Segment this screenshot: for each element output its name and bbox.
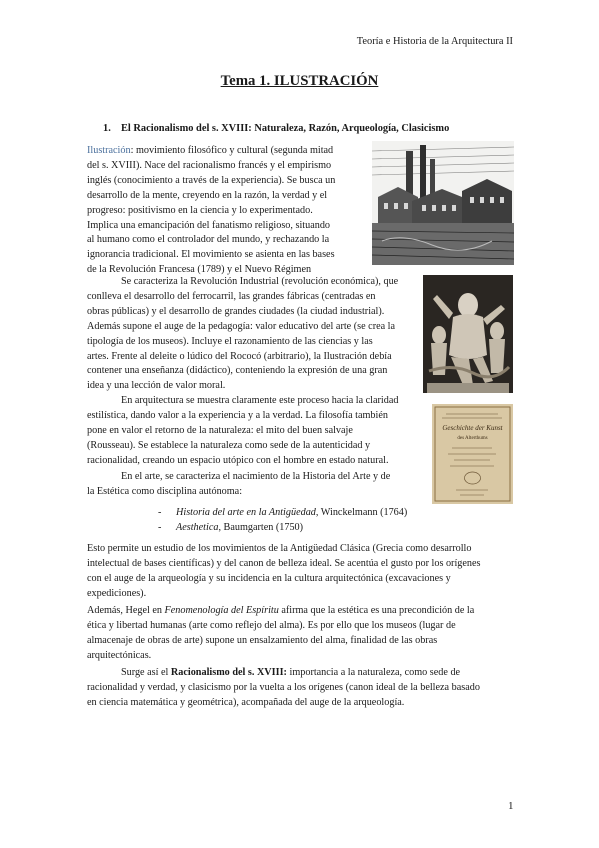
text-line: expediciones). [87,587,147,599]
text-line: racionalidad y verdad, y clasicismo por la vuelta a los orígenes (canon ideal de la belleza basado [87,681,480,693]
book-author: , Baumgarten (1750) [218,522,304,533]
section-heading [103,123,449,134]
text-line: con el auge de la arqueología y su incidencia en la cultura arquitectónica (excavaciones y [87,572,451,584]
text-line: En el arte, se caracteriza el nacimiento de la Historia del Arte y de [121,471,391,482]
text-line: contener una enseñanza (didáctico), conteniendo la expresión de una gran [87,365,388,377]
text-line: inglés (conocimiento a través de la experiencia). Se busca un [87,174,336,186]
book-title: Historia del arte en la Antigüedad [176,507,316,518]
running-header: Teoría e Historia de la Arquitectura II [356,36,513,47]
laocoon-sculpture-image [423,275,513,393]
text-line: almacenaje de obras de arte) supone un ensalzamiento del alma, finalidad de las obras [87,634,438,646]
book-cover-title: Geschichte der Kunst [442,424,503,432]
text-line: pone en valor el retorno de la naturaleza: el mito del buen salvaje [87,424,353,436]
text-line: de la Revolución Francesa (1789) y el Nuevo Régimen [87,264,312,276]
paragraph-antiguedad [87,542,480,602]
text-line: importancia a la naturaleza, como sede de [286,667,461,678]
text-line: Surge así el [121,667,171,678]
text-line: : movimiento filosófico y cultural (segunda mitad [130,145,334,156]
key-term: Racionalismo del s. XVIII: [170,667,287,678]
page-number: 1 [508,800,514,812]
text-line: en ciencia matemática y geométrica), acompañada del auge de la arqueología. [87,696,405,708]
page-title: Tema 1. ILUSTRACIÓN [220,73,379,89]
text-line: desarrollo de la mente, creyendo en la razón, la verdad y el [87,189,328,201]
text-line: ignorancia tradicional. El movimiento se asienta en las bases [87,249,335,261]
text-line: progreso: positivismo en la ciencia y lo experimentado. [87,204,313,216]
text-line: Además supone el auge de la pedagogía: valor educativo del arte (se crea la [87,320,396,332]
text-line: idea y una lección de valor moral. [87,380,226,392]
list-dash: - [158,522,162,533]
text-line: Se caracteriza la Revolución Industrial (revolución económica), que [121,276,399,287]
text-line: ética y libertad humanas (arte como reflejo del alma). Es por ello que los museos (lugar de [87,619,456,631]
list-dash: - [158,507,162,518]
factory-engraving-image [372,141,514,265]
work-title: Fenomenología del Espíritu [164,605,279,616]
text-line: tipología de los museos). Incluye el razonamiento de las ciencias y las [87,335,373,347]
text-line: al humano como el controlador del mundo, y rechazando la [87,234,330,246]
text-line: Esto permite un estudio de los movimientos de la Antigüedad Clásica (Grecia como desarrollo [87,543,472,554]
paragraph-ilustracion [87,144,335,278]
text-line: afirma que la estética es una precondición de la [278,605,475,616]
paragraph-arte [87,470,390,500]
text-line: la Estética como disciplina autónoma: [87,485,243,497]
book-cover-subtitle: des Alterthums [457,436,488,441]
section-title: El Racionalismo del s. XVIII: Naturaleza, Razón, Arqueología, Clasicismo [121,123,450,134]
text-line: conlleva el desarrollo del ferrocarril, las grandes fábricas (centradas en [87,290,376,302]
text-line: Implica una emancipación del fanatismo religioso, situando [87,219,331,231]
section-number: 1. [103,123,111,134]
text-line: artes. Frente al deleite o lúdico del Rococó (arbitrario), la Ilustración debía [87,350,392,362]
list-item [158,505,407,520]
text-line: del s. XVIII). Nace del racionalismo francés y el empirismo [87,159,332,171]
text-line: obras públicas) y el desarrollo de grandes ciudades (la ciudad industrial). [87,305,385,317]
text-line: (Rousseau). Se establece la naturaleza como sede de la autenticidad y [87,439,371,451]
paragraph-revolucion-industrial [87,275,398,394]
text-line: estilística, dando valor a la experiencia y a la verdad. La filosofía también [87,409,388,421]
book-author: , Winckelmann (1764) [315,507,408,518]
text-line: arquitectónicas. [87,649,152,661]
paragraph-arquitectura [87,394,398,469]
text-line: Además, Hegel en [87,605,165,616]
term-ilustracion: Ilustración [87,145,131,156]
paragraph-racionalismo [87,666,480,711]
list-item [158,520,303,535]
book-title: Aesthetica [176,522,219,533]
text-line: intelectual de bases científicas) y del canon de belleza ideal. Se acentúa el gusto por los orígenes [87,557,481,569]
text-line: racionalidad, creando un espacio utópico con el hombre en estado natural. [87,454,389,466]
text-line: En arquitectura se muestra claramente este proceso hacia la claridad [121,395,399,406]
paragraph-hegel [87,604,474,664]
book-cover-image [432,404,513,504]
